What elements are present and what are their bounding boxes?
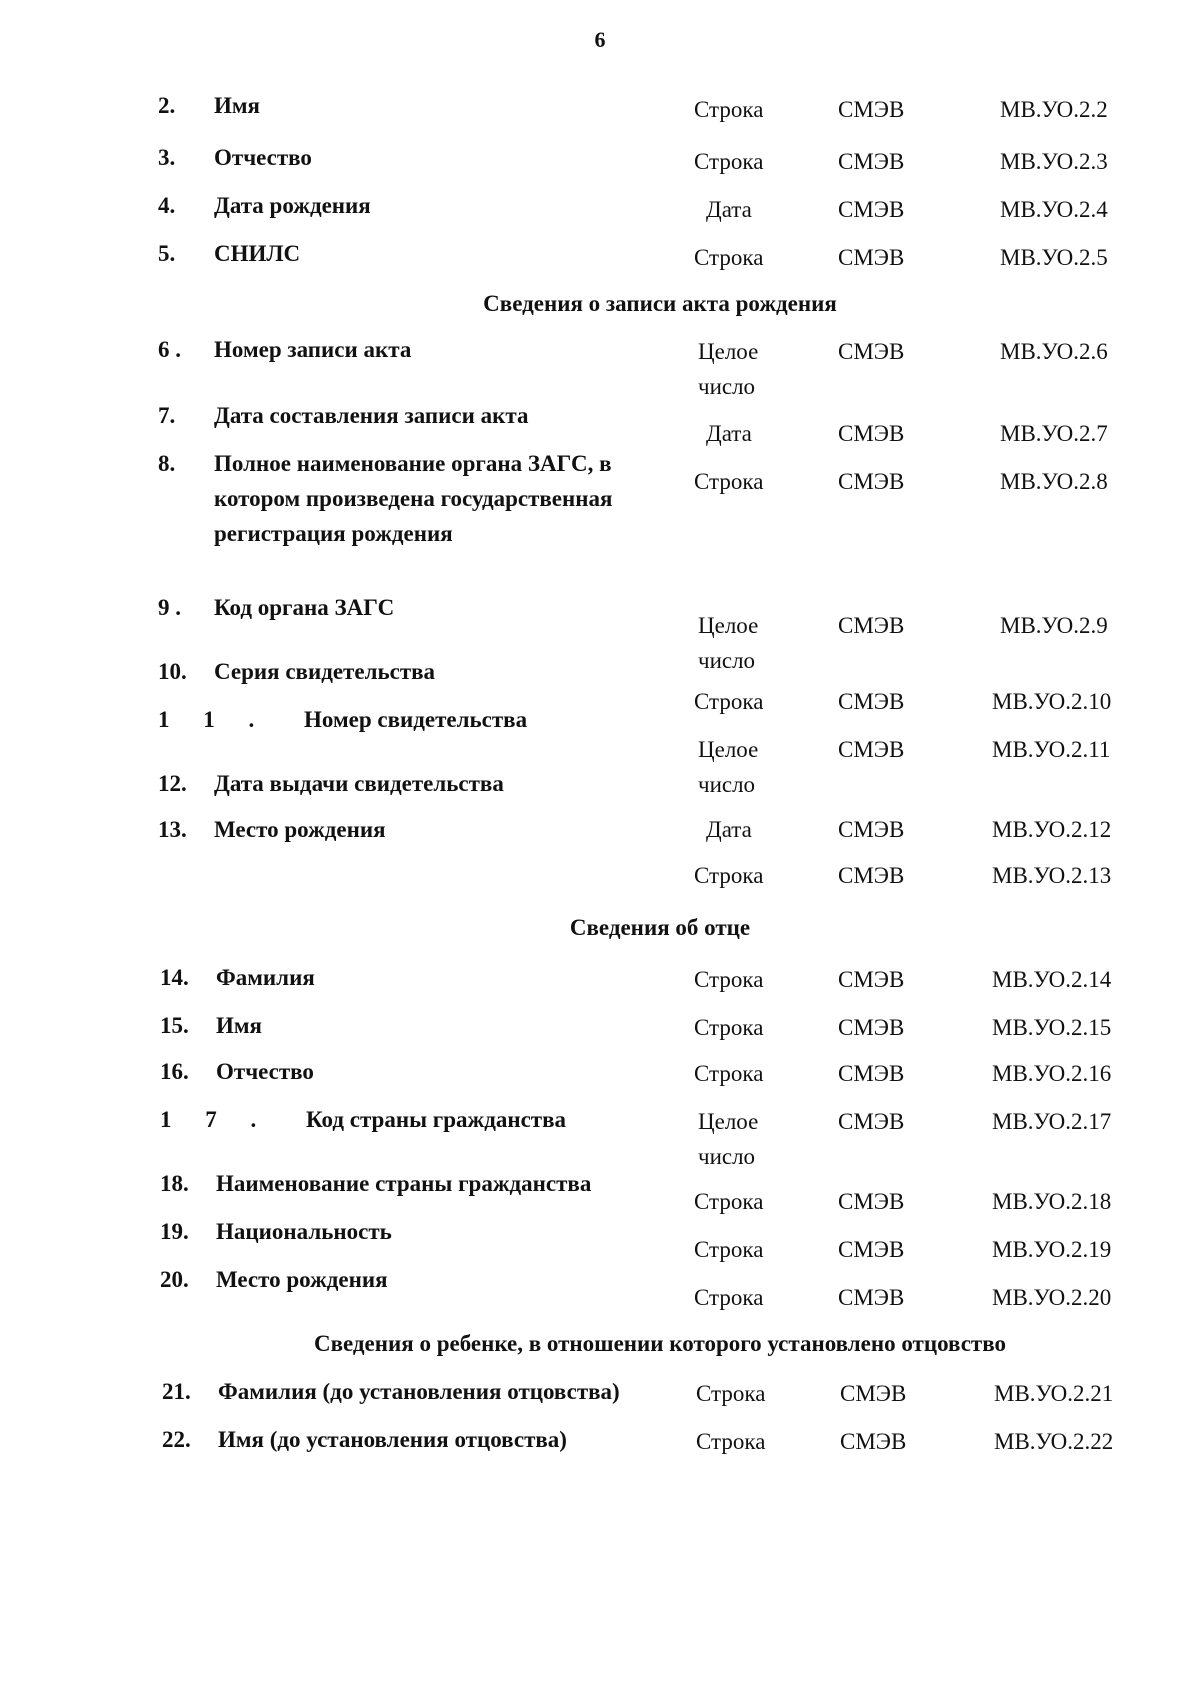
- field-code: МВ.УО.2.4: [1000, 197, 1108, 222]
- field-name: Фамилия (до установления отцовства): [218, 1379, 620, 1404]
- field-name: Отчество: [214, 145, 312, 170]
- section-heading-child: Сведения о ребенке, в отношении которого установлено отцовство: [313, 1331, 1006, 1356]
- field-type: Дата: [706, 421, 752, 446]
- field-source: СМЭВ: [838, 1109, 905, 1134]
- field-type: Строка: [694, 863, 764, 888]
- field-source: СМЭВ: [838, 613, 905, 638]
- row-number: 6 .: [158, 337, 181, 362]
- field-name: Имя (до установления отцовства): [218, 1427, 567, 1452]
- field-name: СНИЛС: [214, 241, 301, 266]
- field-source: СМЭВ: [838, 197, 905, 222]
- field-type: Дата: [706, 197, 752, 222]
- field-name: Отчество: [216, 1059, 314, 1084]
- field-source: СМЭВ: [838, 737, 905, 762]
- field-code: МВ.УО.2.17: [992, 1109, 1112, 1134]
- row-number: 4.: [158, 193, 176, 218]
- field-source: СМЭВ: [838, 863, 905, 888]
- field-name: Полное наименование органа ЗАГС, в котором произведена государственная регистрация рождения: [214, 451, 613, 546]
- row-number: 18.: [160, 1171, 189, 1196]
- row-number: 3.: [158, 145, 176, 170]
- field-name: Код органа ЗАГС: [214, 595, 395, 620]
- field-name: Место рождения: [216, 1267, 388, 1292]
- row-number: 9 .: [158, 595, 181, 620]
- field-type: Строка: [694, 245, 764, 270]
- field-name: Дата рождения: [214, 193, 371, 218]
- field-source: СМЭВ: [838, 245, 905, 270]
- field-source: СМЭВ: [838, 149, 905, 174]
- field-source: СМЭВ: [838, 967, 905, 992]
- field-source: СМЭВ: [838, 1189, 905, 1214]
- field-type: Строка: [694, 1285, 764, 1310]
- field-type: Строка: [696, 1381, 766, 1406]
- field-type: Строка: [694, 967, 764, 992]
- row-number: 1 1 .: [158, 707, 269, 732]
- field-type: Строка: [694, 149, 764, 174]
- field-type: Строка: [694, 97, 764, 122]
- row-number: 21.: [162, 1379, 191, 1404]
- field-type: Строка: [694, 1061, 764, 1086]
- row-number: 16.: [160, 1059, 189, 1084]
- field-code: МВ.УО.2.11: [992, 737, 1111, 762]
- field-type: Строка: [694, 1015, 764, 1040]
- field-code: МВ.УО.2.18: [992, 1189, 1112, 1214]
- field-code: МВ.УО.2.6: [1000, 339, 1108, 364]
- field-name: Фамилия: [216, 965, 315, 990]
- row-number: 13.: [158, 817, 187, 842]
- row-number: 2.: [158, 93, 176, 118]
- row-number: 14.: [160, 965, 189, 990]
- row-number: 8.: [158, 451, 176, 476]
- row-number: 19.: [160, 1219, 189, 1244]
- field-name: Наименование страны гражданства: [216, 1171, 592, 1196]
- page-number: 6: [594, 27, 606, 52]
- field-name: Номер записи акта: [214, 337, 412, 362]
- field-code: МВ.УО.2.7: [1000, 421, 1108, 446]
- field-source: СМЭВ: [838, 1015, 905, 1040]
- field-name: Серия свидетельства: [214, 659, 436, 684]
- field-source: СМЭВ: [840, 1429, 907, 1454]
- field-code: МВ.УО.2.19: [992, 1237, 1112, 1262]
- field-name: Место рождения: [214, 817, 386, 842]
- field-code: МВ.УО.2.13: [992, 863, 1112, 888]
- field-source: СМЭВ: [838, 97, 905, 122]
- field-type: Целое число: [698, 339, 759, 399]
- field-type: Строка: [694, 1189, 764, 1214]
- field-code: МВ.УО.2.9: [1000, 613, 1108, 638]
- field-type: Целое число: [698, 737, 759, 797]
- field-name: Национальность: [216, 1219, 392, 1244]
- field-name: Имя: [216, 1013, 262, 1038]
- field-code: МВ.УО.2.5: [1000, 245, 1108, 270]
- field-source: СМЭВ: [838, 1061, 905, 1086]
- row-number: 5.: [158, 241, 176, 266]
- field-code: МВ.УО.2.22: [994, 1429, 1114, 1454]
- field-code: МВ.УО.2.12: [992, 817, 1112, 842]
- field-code: МВ.УО.2.3: [1000, 149, 1108, 174]
- field-type: Дата: [706, 817, 752, 842]
- field-source: СМЭВ: [838, 339, 905, 364]
- row-number: 22.: [162, 1427, 191, 1452]
- field-code: МВ.УО.2.10: [992, 689, 1112, 714]
- row-number: 12.: [158, 771, 187, 796]
- row-number: 7.: [158, 403, 176, 428]
- field-name: Дата составления записи акта: [214, 403, 529, 428]
- field-type: Строка: [696, 1429, 766, 1454]
- field-source: СМЭВ: [838, 1285, 905, 1310]
- row-number: 1 7 .: [160, 1107, 271, 1132]
- field-code: МВ.УО.2.15: [992, 1015, 1112, 1040]
- field-type: Строка: [694, 469, 764, 494]
- field-name: Код страны гражданства: [306, 1107, 567, 1132]
- field-code: МВ.УО.2.8: [1000, 469, 1108, 494]
- field-source: СМЭВ: [838, 689, 905, 714]
- field-name: Номер свидетельства: [304, 707, 528, 732]
- field-name: Имя: [214, 93, 260, 118]
- row-number: 20.: [160, 1267, 189, 1292]
- field-code: МВ.УО.2.20: [992, 1285, 1112, 1310]
- row-number: 10.: [158, 659, 187, 684]
- field-type: Строка: [694, 689, 764, 714]
- field-source: СМЭВ: [840, 1381, 907, 1406]
- field-code: МВ.УО.2.14: [992, 967, 1112, 992]
- field-code: МВ.УО.2.16: [992, 1061, 1112, 1086]
- section-heading-birth-record: Сведения о записи акта рождения: [483, 291, 837, 316]
- field-code: МВ.УО.2.2: [1000, 97, 1108, 122]
- field-type: Строка: [694, 1237, 764, 1262]
- section-heading-father: Сведения об отце: [569, 915, 751, 940]
- field-code: МВ.УО.2.21: [994, 1381, 1114, 1406]
- field-source: СМЭВ: [838, 421, 905, 446]
- field-source: СМЭВ: [838, 817, 905, 842]
- field-source: СМЭВ: [838, 1237, 905, 1262]
- row-number: 15.: [160, 1013, 189, 1038]
- field-type: Целое число: [698, 1109, 759, 1169]
- field-type: Целое число: [698, 613, 759, 673]
- field-source: СМЭВ: [838, 469, 905, 494]
- field-name: Дата выдачи свидетельства: [214, 771, 504, 796]
